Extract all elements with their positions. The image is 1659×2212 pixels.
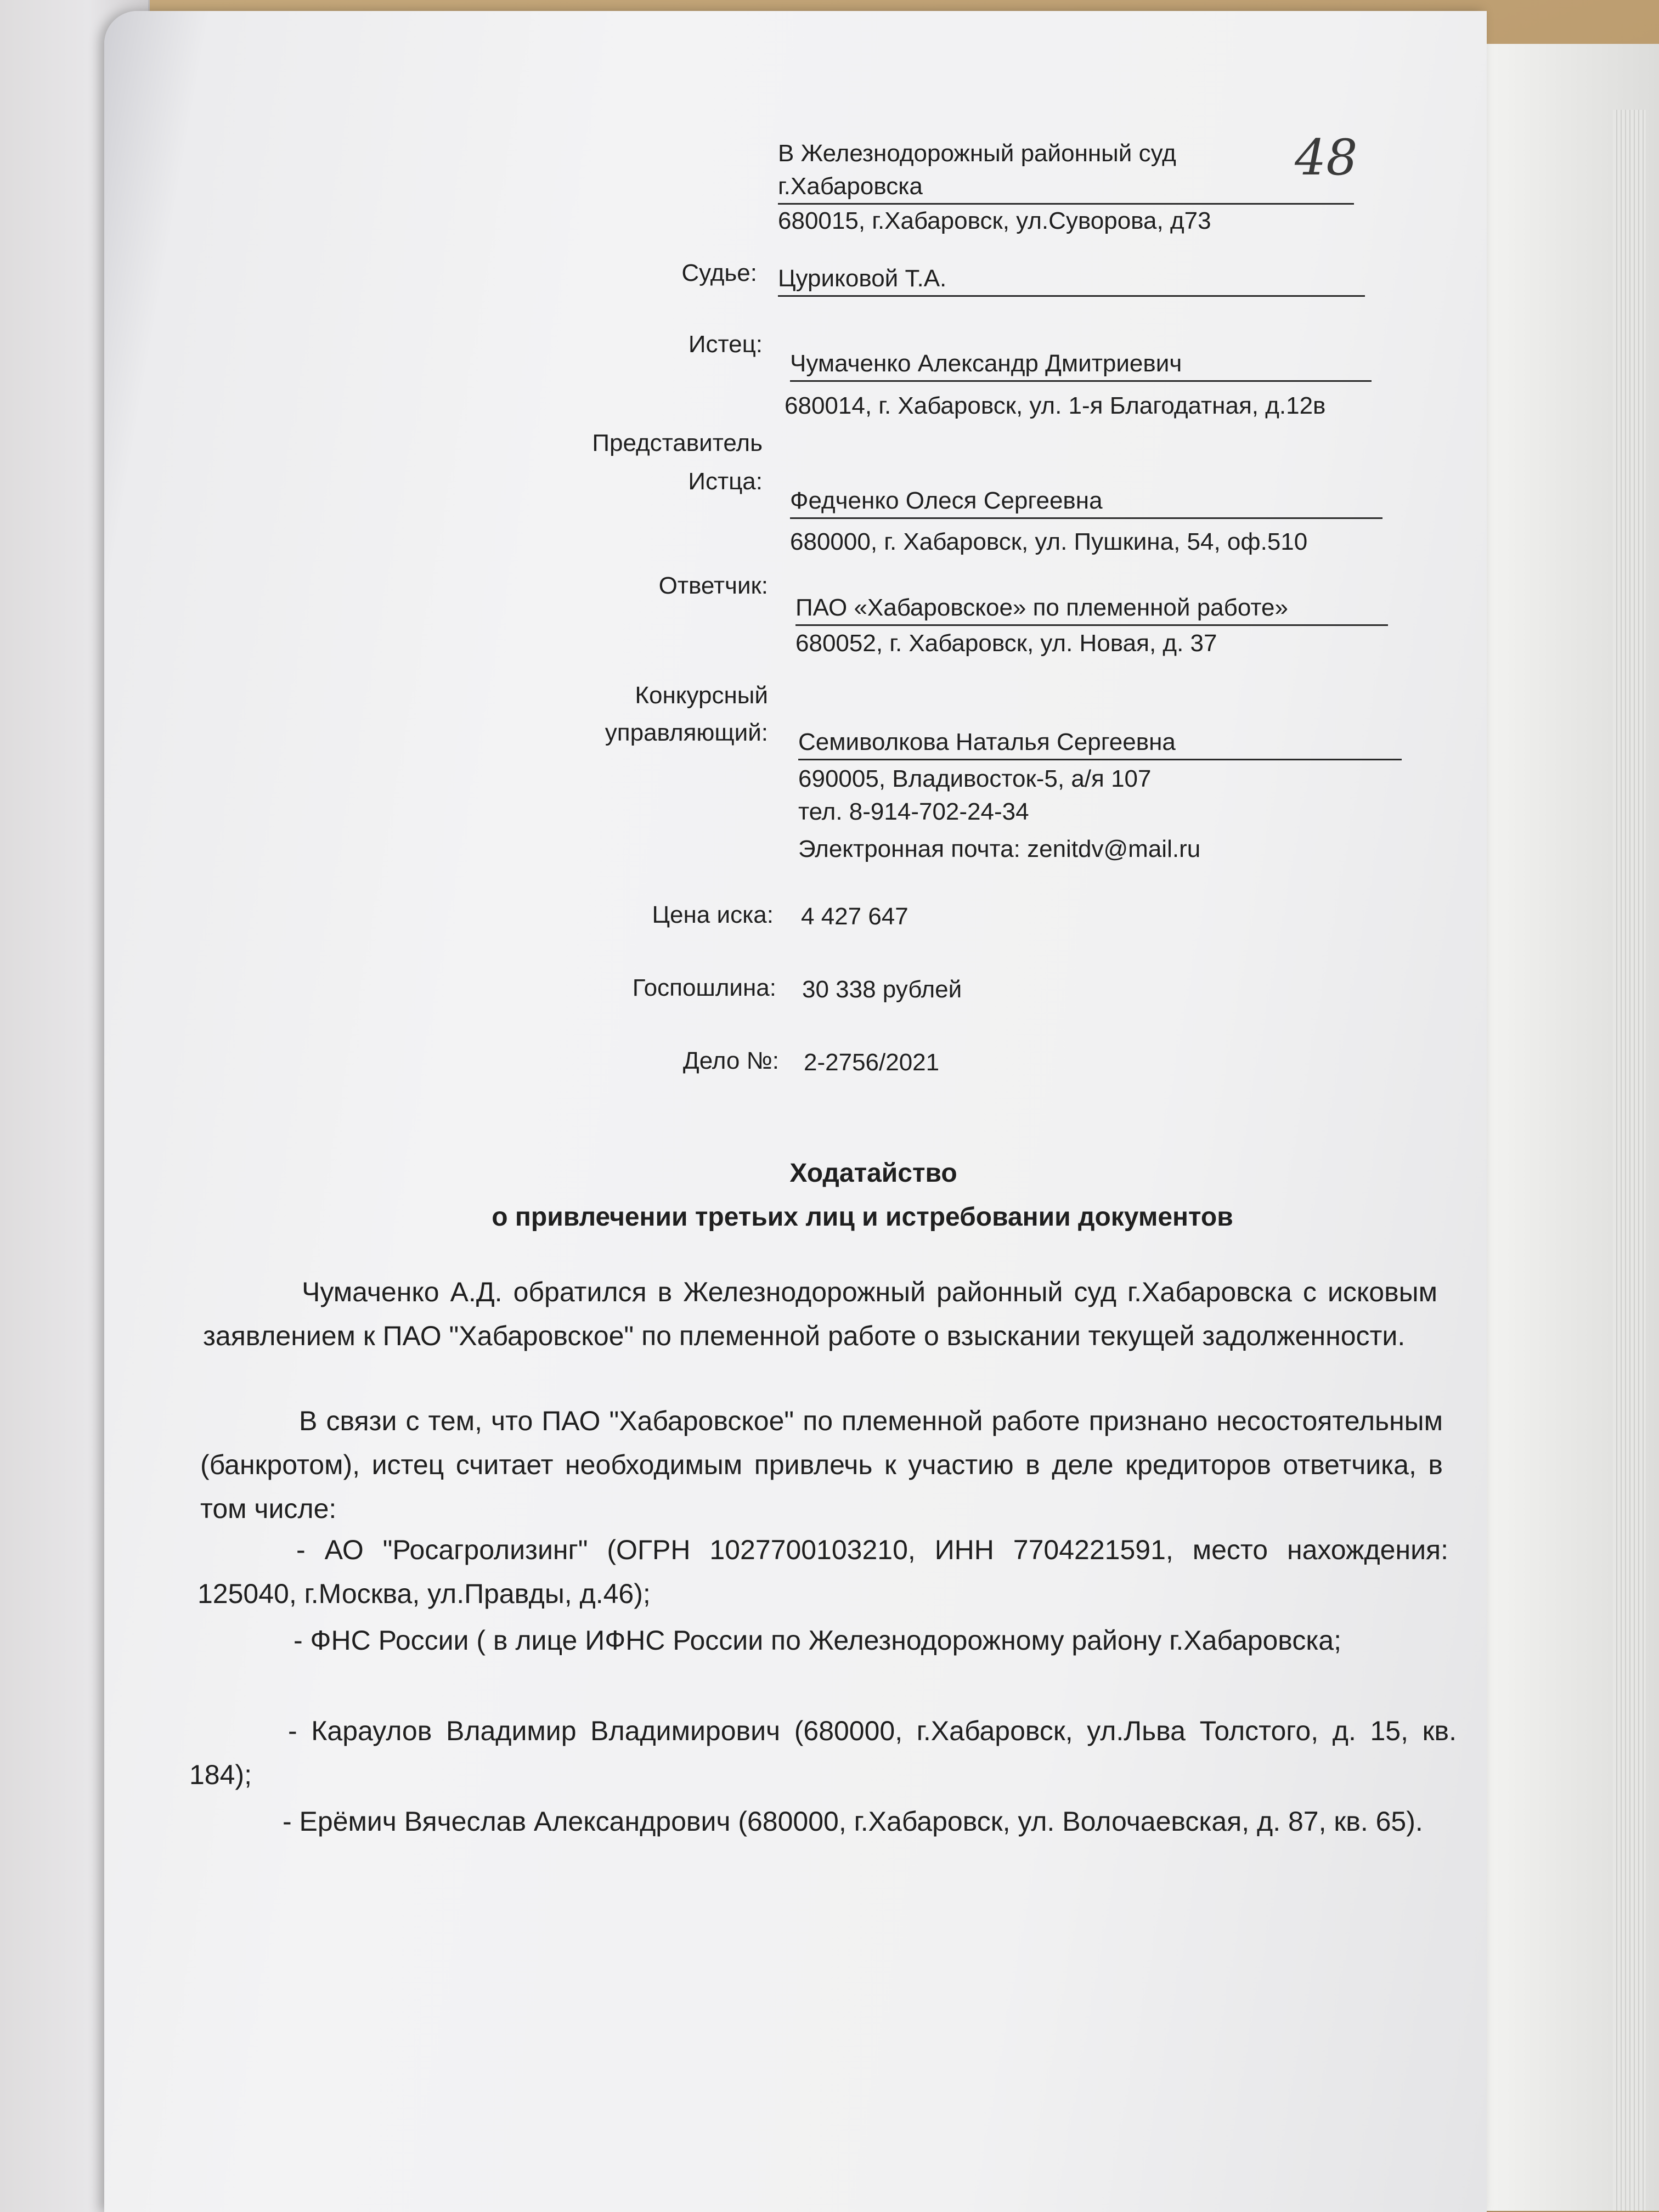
list-item-3: - Караулов Владимир Владимирович (680000, г.Хабаровск, ул.Льва Толстого, д. 15, кв. 184);: [189, 1716, 1457, 1790]
judge-label: Судье:: [681, 259, 757, 286]
manager-name: Семиволкова Наталья Сергеевна: [798, 727, 1402, 760]
defendant-address: 680052, г. Хабаровск, ул. Новая, д. 37: [795, 630, 1217, 657]
plaintiff-label: Истец:: [688, 331, 763, 358]
fee-label: Госпошлина:: [632, 974, 776, 1001]
judge-value: Цуриковой Т.А.: [778, 263, 1365, 297]
case-label: Дело №:: [682, 1047, 779, 1074]
list-item-4: - Ерёмич Вячеслав Александрович (680000, г.Хабаровск, ул. Волочаевская, д. 87, кв. 65).: [283, 1806, 1423, 1837]
claim-price-label: Цена иска:: [652, 901, 774, 928]
manager-label-line2: управляющий:: [605, 719, 768, 746]
plaintiff-name: Чумаченко Александр Дмитриевич: [790, 348, 1372, 382]
defendant-name: ПАО «Хабаровское» по племенной работе»: [795, 592, 1388, 626]
plaintiff-address: 680014, г. Хабаровск, ул. 1-я Благодатная, д.12в: [785, 392, 1326, 419]
representative-label-line1: Представитель: [592, 430, 763, 456]
list-item-2: - ФНС России ( в лице ИФНС России по Железнодорожному району г.Хабаровска;: [294, 1625, 1341, 1656]
representative-name: Федченко Олеся Сергеевна: [790, 486, 1383, 519]
manager-email: Электронная почта: zenitdv@mail.ru: [798, 836, 1201, 862]
court-line1: В Железнодорожный районный суд: [778, 140, 1176, 167]
manager-phone: тел. 8-914-702-24-34: [798, 798, 1029, 825]
court-line2: г.Хабаровска: [778, 171, 1354, 205]
document-subtitle: о привлечении третьих лиц и истребовании документов: [492, 1203, 1233, 1232]
handwritten-page-number: 48: [1295, 129, 1358, 187]
manager-address: 690005, Владивосток-5, а/я 107: [798, 765, 1152, 792]
document-title: Ходатайство: [789, 1159, 957, 1188]
defendant-label: Ответчик:: [658, 572, 768, 599]
case-value: 2-2756/2021: [804, 1049, 940, 1076]
manager-label-line1: Конкурсный: [635, 682, 768, 709]
paragraph-1: Чумаченко А.Д. обратился в Железнодорожный районный суд г.Хабаровска с исковым заявлением к ПАО "Хабаровское" по племенной работе о взыскании текущей задолженности.: [203, 1277, 1437, 1351]
list-item-1: - АО "Росагролизинг" (ОГРН 1027700103210, ИНН 7704221591, место нахождения: 125040, г.Москва, ул.Правды, д.46);: [198, 1534, 1448, 1609]
claim-price-value: 4 427 647: [801, 903, 909, 930]
representative-address: 680000, г. Хабаровск, ул. Пушкина, 54, оф.510: [790, 528, 1308, 555]
court-address: 680015, г.Хабаровск, ул.Суворова, д73: [778, 207, 1211, 234]
representative-label-line2: Истца:: [688, 468, 763, 495]
fee-value: 30 338 рублей: [802, 976, 962, 1003]
paragraph-2: В связи с тем, что ПАО "Хабаровское" по племенной работе признано несостоятельным (банкротом), истец считает необходимым привлечь к участию в деле кредиторов ответчика, в том числе:: [200, 1406, 1443, 1524]
